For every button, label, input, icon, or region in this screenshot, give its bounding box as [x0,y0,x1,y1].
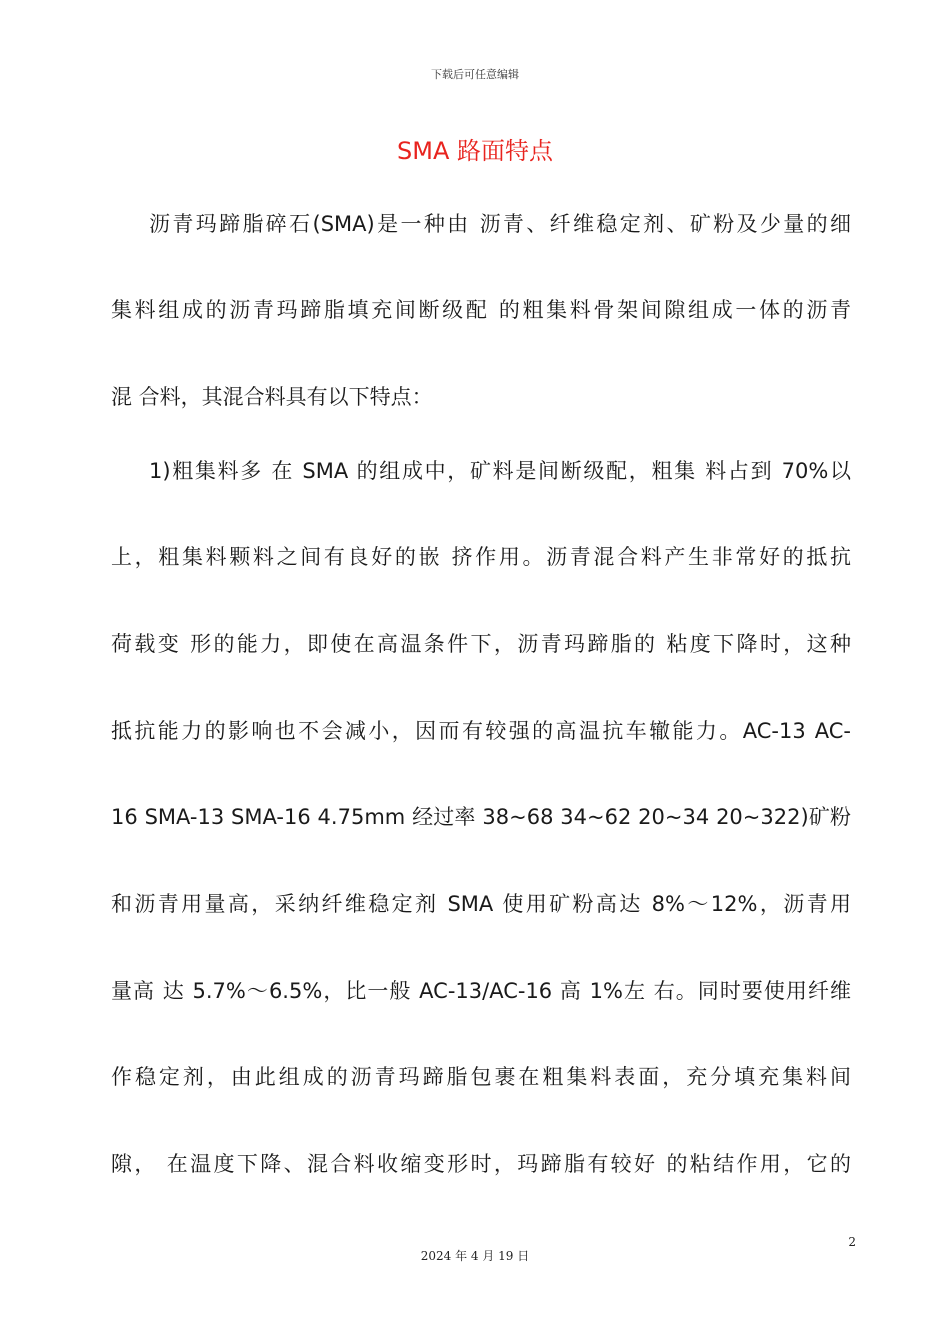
body-line-4: 1)粗集料多 在 SMA 的组成中，矿料是间断级配，粗集 料占到 70%以 [149,459,851,483]
body-line-12: 隙， 在温度下降、混合料收缩变形时，玛蹄脂有较好 的粘结作用，它的 [111,1152,851,1176]
page-number: 2 [848,1235,856,1249]
body-line-6: 荷载变 形的能力，即使在高温条件下，沥青玛蹄脂的 粘度下降时，这种 [111,632,851,656]
body-line-3: 混 合料，其混合料具有以下特点： [111,385,433,409]
body-line-5: 上，粗集料颗料之间有良好的嵌 挤作用。沥青混合料产生非常好的抵抗 [111,545,851,569]
body-line-2: 集料组成的沥青玛蹄脂填充间断级配 的粗集料骨架间隙组成一体的沥青 [111,298,851,322]
body-line-8: 16 SMA-13 SMA-16 4.75mm 经过率 38~68 34~62 20~34 20~322)矿粉 [111,805,851,829]
page-footer-date: 2024 年 4 月 19 日 [420,1249,530,1263]
body-line-1: 沥青玛蹄脂碎石(SMA)是一种由 沥青、纤维稳定剂、矿粉及少量的细 [149,212,851,236]
document-title: SMA 路面特点 [397,137,553,165]
body-line-10: 量高 达 5.7%～6.5%，比一般 AC-13/AC-16 高 1%左 右。同时要使用纤维 [111,979,851,1003]
page-header: 下载后可任意编辑 [431,68,519,81]
body-line-11: 作稳定剂，由此组成的沥青玛蹄脂包裹在粗集料表面，充分填充集料间 [111,1065,851,1089]
body-line-9: 和沥青用量高，采纳纤维稳定剂 SMA 使用矿粉高达 8%～12%，沥青用 [111,892,851,916]
body-line-7: 抵抗能力的影响也不会减小，因而有较强的高温抗车辙能力。AC-13 AC- [111,719,851,743]
